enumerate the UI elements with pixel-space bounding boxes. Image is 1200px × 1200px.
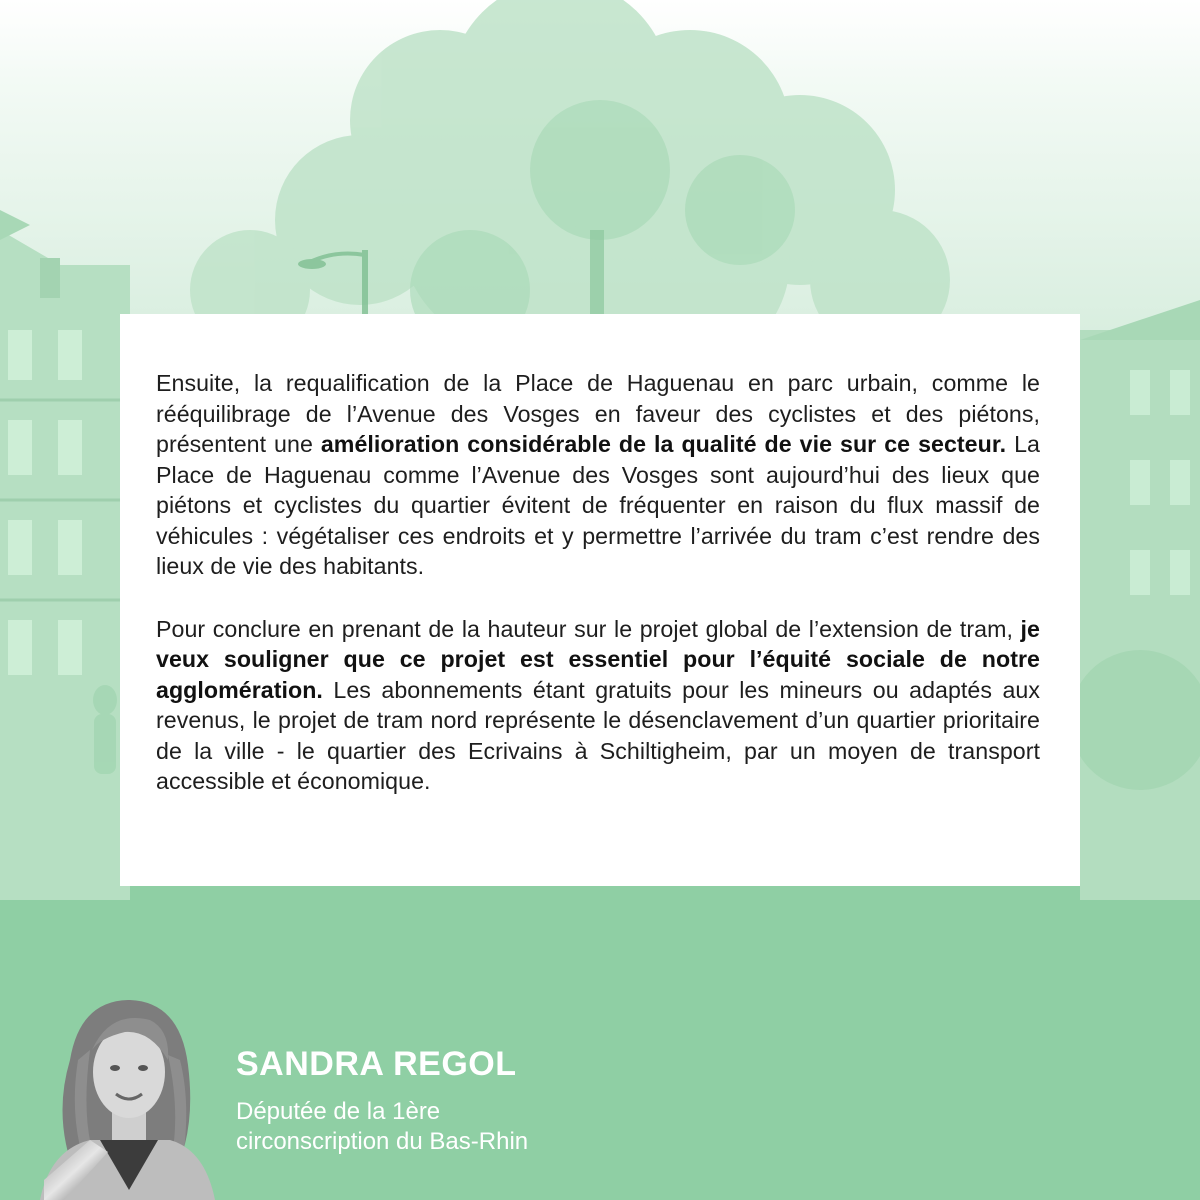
right-building: [1070, 300, 1200, 900]
paragraph-1-text-a: Ensuite, la requalification de la Place de Haguenau en parc urbain, comme le rééquilibrage de l’Avenue des Vosges en faveur des cyclistes et des piétons, présentent une: [156, 370, 1040, 457]
author-portrait: [30, 990, 222, 1200]
quote-card: [120, 314, 1080, 886]
author-role-line-2: circonscription du Bas-Rhin: [236, 1128, 529, 1155]
paragraph-2-text-a: Pour conclure en prenant de la hauteur sur le projet global de l’extension de tram,: [156, 615, 1021, 642]
paragraph-1-text-b: La Place de Haguenau comme l’Avenue des Vosges sont aujourd’hui des lieux que piétons et cyclistes du quartier évitent de fréquenter en raison du flux massif de véhicules : végétaliser ces endroits et y permettre l’arrivée du tram c’est rendre des lieux de vie des habitants.: [156, 431, 1040, 579]
left-building: [0, 210, 130, 900]
paragraph-1-bold: amélioration considérable de la qualité de vie sur ce secteur.: [320, 431, 1007, 457]
tree-trunk: [590, 230, 604, 320]
paragraph-2-bold: je veux souligner que ce projet est essentiel pour l’équité sociale de notre agglomération.: [156, 615, 1040, 703]
pedestrians: [93, 685, 117, 774]
paragraph-1: [156, 368, 1040, 582]
author-role-line-1: Députée de la 1ère: [236, 1098, 441, 1125]
paragraph-2: [156, 614, 1040, 797]
author-name: SANDRA REGOL: [236, 1045, 517, 1083]
paragraph-2-text-b: Les abonnements étant gratuits pour les mineurs ou adaptés aux revenus, le projet de tram nord représente le désenclavement d’un quartier prioritaire de la ville - le quartier des Ecrivains à Schiltigheim, par un moyen de transport accessible et économique.: [156, 676, 1040, 794]
